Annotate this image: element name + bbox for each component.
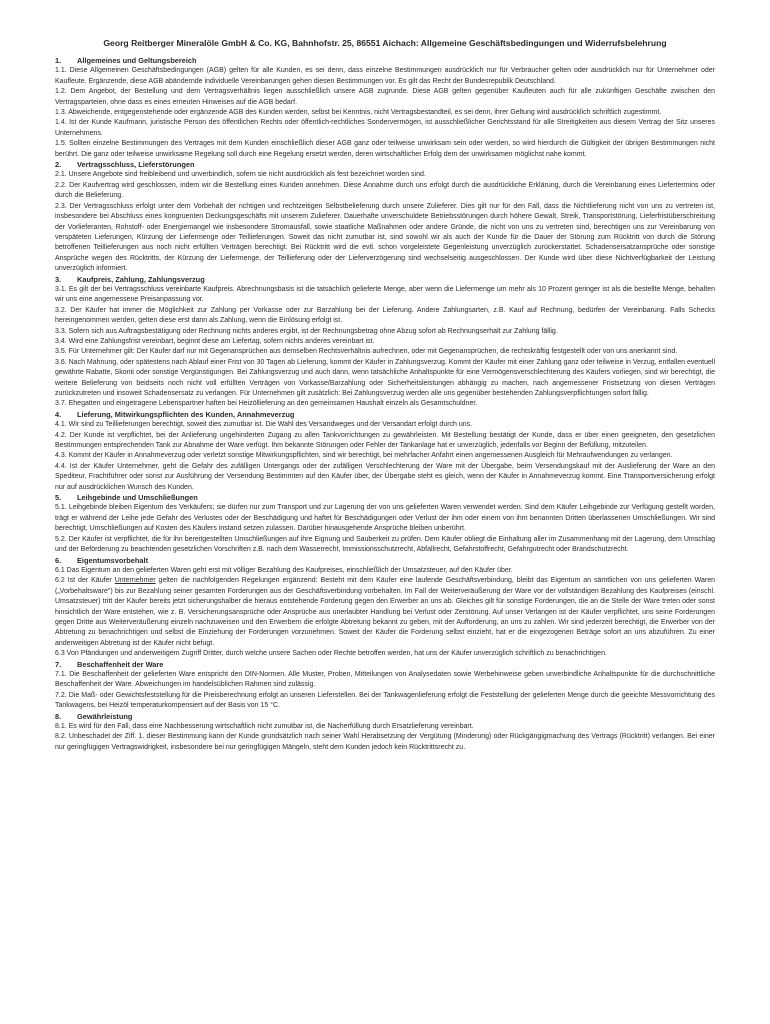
section-heading bbox=[55, 275, 715, 285]
document-body bbox=[55, 56, 715, 753]
clause-paragraph: 3.6. Nach Mahnung, oder spätestens nach Ablauf einer Frist von 30 Tagen ab Lieferung, kommt der Käufer in Zahlungsverzug. Kommt der Käufer mit einer Zahlung ganz oder teilweise in Verzug, entfallen eventuell gewährte Rabatte, Skonti oder sonstige Vergünstigungen. Bei Zahlungsverzug und auch dann, wenn tatsächliche Anhaltspunkte für eine Vermögensverschlechterung des Käufers vorliegen, sind wir berechtigt, die weitere Belieferung von beidseits noch nicht voll erfüllten Verträgen von Vorkasse/Barzahlung oder Sicherheitsleistungen abhängig zu machen, nach angemessener Fristsetzung von diesen Verträgen zurückzutreten und insoweit Schadensersatz zu verlangen. Für Unternehmen gilt zusätzlich: Bei Zahlungsverzug werden alle uns gegenüber bestehenden Zahlungsverpflichtungen sofort fällig. bbox=[55, 358, 715, 397]
section-title: Lieferung, Mitwirkungspflichten des Kunden, Annahmeverzug bbox=[77, 409, 295, 419]
clause-paragraph: 3.4. Wird eine Zahlungsfrist vereinbart, beginnt diese am Liefertag, sofern nichts anderes vereinbart ist. bbox=[55, 337, 375, 345]
underlined-term: Unternehmer bbox=[114, 577, 156, 585]
section-heading bbox=[55, 493, 715, 503]
clause-paragraph: 5.2. Der Käufer ist verpflichtet, die für ihn bereitgestellten Umschließungen auf ihre Eignung und Sauberkeit zu prüfen. Dem Käufer obliegt die Einhaltung aller im Zusammenhang mit der Lagerung, dem Umschlag und der Beförderung zu beachtenden gesetzlichen Vorschriften z.B. nach dem Wasserrecht, Immissionsschutzrecht, Abfallrecht, Gefahrstoffrecht, Gefahrgutrecht oder Brandschutzrecht. bbox=[55, 535, 715, 554]
clause-paragraph: 3.2. Der Käufer hat immer die Möglichkeit zur Zahlung per Vorkasse oder zur Barzahlung bei der Lieferung. Andere Zahlungsarten, z.B. Kauf auf Rechnung, bedürfen der Vereinbarung. Falls Schecks hereingenommen werden, gelten diese erst dann als Zahlung, wenn die Einlösung erfolgt ist. bbox=[55, 306, 715, 325]
clause-paragraph: 1.5. Sollten einzelne Bestimmungen des Vertrages mit dem Kunden einschließlich dieser AGB ganz oder teilweise unwirksam sein oder werden, so wird hierdurch die Gültigkeit der übrigen Bestimmungen nicht berührt. Die ganz oder teilweise unwirksame Regelung soll durch eine Regelung ersetzt werden, deren wirtschaftlicher Erfolg dem der unwirksamen möglichst nahe kommt. bbox=[55, 140, 715, 158]
section-number: 5. bbox=[55, 493, 62, 503]
clause-paragraph: 3.3. Sofern sich aus Auftragsbestätigung oder Rechnung nichts anderes ergibt, ist der Rechnungsbetrag ohne Abzug sofort ab Rechnungserhalt zur Zahlung fällig. bbox=[55, 327, 558, 335]
section-number: 3. bbox=[55, 274, 62, 284]
section-heading bbox=[55, 556, 715, 566]
section-number: 7. bbox=[55, 659, 62, 669]
document-title: Georg Reitberger Mineralöle GmbH & Co. KG, Bahnhofstr. 25, 86551 Aichach: Allgemeine Geschäftsbedingungen und Widerrufsbelehrung bbox=[103, 38, 667, 48]
clause-paragraph: 4.4. Ist der Käufer Unternehmer, geht die Gefahr des zufälligen Untergangs oder der zufälligen Verschlechterung der Ware mit der Übergabe, beim Versendungskauf mit der Auslieferung der Ware an den Spediteur, Frachtführer oder sonst zur Ausführung der Versendung Bestimmten auf den Käufer über, der Übergabe steht es gleich, wenn der Käufer in Annahmeverzug kommt. Eine Transportversicherung erfolgt nur auf ausdrücklichen Wunsch des Kunden. bbox=[55, 462, 715, 491]
clause-paragraph: 8.1. Es wird für den Fall, dass eine Nachbesserung wirtschaftlich nicht zumutbar ist, die Nacherfüllung durch Ersatzlieferung vereinbart. bbox=[55, 723, 474, 730]
clause-paragraph: 3.5. Für Unternehmer gilt: Der Käufer darf nur mit Gegenansprüchen aus demselben Rechtsverhältnis aufrechnen, oder mit Gegenansprüchen, die rechtskräftig festgestellt oder von uns anerkannt sind. bbox=[55, 348, 678, 356]
section-number: 8. bbox=[55, 711, 62, 721]
clause-paragraph: 3.7. Ehegatten und eingetragene Lebenspartner haften bei Heizöllieferung an den gemeinsamen Haushalt einzeln als Gesamtschuldner. bbox=[55, 400, 478, 408]
section-number: 2. bbox=[55, 160, 62, 170]
clause-paragraph: 6.3 Von Pfändungen und anderweitigem Zugriff Dritter, durch welche unsere Sachen oder Rechte betroffen werden, hat uns der Käufer unverzüglich schriftlich zu benachrichtigen. bbox=[55, 650, 607, 658]
section-title: Beschaffenheit der Ware bbox=[77, 659, 164, 669]
clause-paragraph: 1.2. Dem Angebot, der Bestellung und dem Vertragsverhältnis liegen ausschließlich unsere AGB zugrunde. Diese AGB gelten gegenüber Kaufleuten auch für alle zukünftigen Geschäfte zwischen den Vertragsparteien, ohne dass es eines erneuten Hinweises auf die AGB bedarf. bbox=[55, 88, 715, 106]
clause-paragraph: 2.3. Der Vertragsschluss erfolgt unter dem Vorbehalt der richtigen und rechtzeitigen Selbstbelieferung durch unsere Zulieferer. Dies gilt nur für den Fall, dass die Nichtlieferung nicht von uns zu vertreten ist, insbesondere bei Abschluss eines kongruenten Deckungsgeschäfts mit unserem Zulieferer. Dauerhafte unverschuldete Betriebsstörungen durch höhere Gewalt, Streik, Transportstörung, Lieferfristüberschreitung der Vorlieferanten, Rohstoff- oder Energiemangel wie insbesondere Stromausfall, sowie staatliche Maßnahmen oder andere Gründe, die nicht von uns zu vertreten sind, berechtigen uns zur Vereinbarung von verspäteten Lieferungen, Kürzung der Liefermenge oder Teillieferungen. Soweit das nicht zumutbar ist, sind sowohl wir als auch der Kunde für die Dauer der Störung zum Rücktritt von durch die Störung betroffenen Teillieferungen aus noch nicht erfüllten Verträgen berechtigt. Bei Rücktritt wird die evtl. schon vorgeleistete Gegenleistung unverzüglich zurückerstattet. Schadensersatzansprüche oder sonstige Ansprüche wegen des Rücktritts, der Kürzung der Liefermenge, der Teillieferung oder der Lieferverzögerung sind wechselseitig ausgeschlossen. Der Kunde wird über diese Nichtverfügbarkeit der Leistung unverzüglich informiert. bbox=[55, 202, 715, 273]
section-heading bbox=[55, 712, 715, 722]
section-title: Kaufpreis, Zahlung, Zahlungsverzug bbox=[77, 274, 205, 284]
clause-paragraph: 7.1. Die Beschaffenheit der gelieferten Ware entspricht den DIN-Normen. Alle Muster, Proben, Mitteilungen von Analysedaten sowie Werbehinweise geben unverbindliche Anhaltspunkte für die durchschnittliche Beschaffenheit der Ware. Abweichungen im handelsüblichen Rahmen sind zulässig. bbox=[55, 670, 715, 689]
section-heading bbox=[55, 56, 715, 66]
clause-paragraph: 4.1. Wir sind zu Teillieferungen berechtigt, soweit dies zumutbar ist. Die Wahl des Versandweges und der Versandart erfolgt durch uns. bbox=[55, 421, 473, 429]
clause-paragraph: 4.3. Kommt der Käufer in Annahmeverzug oder verletzt sonstige Mitwirkungspflichten, sind wir berechtigt, bei mehrfacher Anfahrt einen angemessenen Ausgleich für Mehraufwendungen zu verlangen. bbox=[55, 452, 673, 460]
section-number: 6. bbox=[55, 555, 62, 565]
clause-paragraph: 4.2. Der Kunde ist verpflichtet, bei der Anlieferung ungehinderten Zugang zu allen Tankvorrichtungen zu gewährleisten. Mit Bestellung bestätigt der Kunde, dass er über einen geeigneten, den gesetzlichen Bestimmungen entsprechenden Tank zur Abnahme der Ware verfügt. Ihm bekannte Störungen oder Fehler der Tankanlage hat er unverzüglich, jedenfalls vor Beginn der Befüllung, mitzuteilen. bbox=[55, 431, 715, 450]
section-heading bbox=[55, 410, 715, 420]
clause-paragraph: 8.2. Unbeschadet der Ziff. 1. dieser Bestimmung kann der Kunde grundsätzlich nach seiner Wahl Herabsetzung der Vergütung (Minderung) oder Rückgängigmachung des Vertrags (Rücktritt) verlangen. Bei einer nur geringfügigen Vertragswidrigkeit, insbesondere bei nur geringfügigen Mängeln, steht dem Kunden jedoch kein Rücktrittsrecht zu. bbox=[55, 733, 715, 751]
section-number: 4. bbox=[55, 409, 62, 419]
clause-paragraph: 6.1 Das Eigentum an den gelieferten Waren geht erst mit völliger Bezahlung des Kaufpreises, einschließlich der Umsatzsteuer, auf den Käufer über. bbox=[55, 566, 513, 574]
section-number: 1. bbox=[55, 56, 62, 65]
section-title: Eigentumsvorbehalt bbox=[77, 555, 149, 565]
section-title: Gewährleistung bbox=[77, 711, 133, 721]
clause-paragraph: 6.2 Ist der Käufer Unternehmer gelten die nachfolgenden Regelungen ergänzend: Besteht mit dem Käufer eine laufende Geschäftsverbindung, bleibt das Eigentum an sämtlichen von uns gelieferten Waren („Vorbehaltsware") bis zur Bezahlung seiner gesamten Forderungen aus der Geschäftsverbindung vorbehalten. Im Fall der Weiterveräußerung der Ware vor der vollständigen Bezahlung des Kaufpreises (einschl. Umsatzsteuer) tritt der Käufer bereits jetzt sicherungshalber die hieraus entstehende Forderung gegen den Erwerber an uns ab. Gleiches gilt für sonstige Forderungen, die an die Stelle der Ware treten oder sonst hinsichtlich der Ware entstehen, wie z. B. Versicherungsansprüche oder Ansprüche aus unerlaubter Handlung bei Verlust oder Zerstörung. Auf unser Verlangen ist der Käufer verpflichtet, uns seine Forderungen gegen Dritte aus Weiterveräußerung einzeln nachzuweisen und den Erwerbern die erfolgte Abtretung bekannt zu geben, mit der Aufforderung, an uns zu zahlen. Wir sind jederzeit berechtigt, die Erwerber von der Abtretung zu benachrichtigen und selbst die Einziehung der Forderungen vorzunehmen. Soweit der Käufer die Forderung selbst einzieht, hat er die eingezogenen Beträge sofort an uns abzuführen. Zu einer anderweitigen Abtretung ist der Käufer nicht befugt. bbox=[55, 577, 715, 647]
section-heading bbox=[55, 660, 715, 670]
clause-paragraph: 1.3. Abweichende, entgegenstehende oder ergänzende AGB des Kunden werden, selbst bei Kenntnis, nicht Vertragsbestandteil, es sei denn, ihrer Geltung wird ausdrücklich schriftlich zugestimmt. bbox=[55, 109, 662, 117]
clause-paragraph: 2.1. Unsere Angebote sind freibleibend und unverbindlich, sofern sie nicht ausdrücklich als fest bezeichnet worden sind. bbox=[55, 171, 426, 179]
section-heading bbox=[55, 160, 715, 170]
clause-paragraph: 5.1. Leihgebinde bleiben Eigentum des Verkäufers; sie dürfen nur zum Transport und zur Lagerung der von uns gelieferten Waren verwendet werden. Sind dem Käufer Leihgebinde zur Verfügung gestellt worden, trägt er während der Leihe jede Gefahr des Verlustes oder der Beschädigung und haftet für Beschädigungen oder Verlust der ihm oder einem von ihm benannten Dritten überlassenen Umschließungen. Wir sind berechtigt, Umschließungen auf Kosten des Käufers instand setzen zulassen. Darüber hinausgehende Ansprüche bleiben unberührt. bbox=[55, 504, 715, 533]
clause-paragraph: 3.1. Es gilt der bei Vertragsschluss vereinbarte Kaufpreis. Abrechnungsbasis ist die tatsächlich gelieferte Menge, aber wenn die Liefermenge um mehr als 10 Prozent geringer ist als die bestellte Menge, behalten wir uns eine angemessene Preisanpassung vor. bbox=[55, 285, 715, 304]
section-title: Vertragsschluss, Lieferstörungen bbox=[77, 160, 195, 170]
clause-paragraph: 1.1. Diese Allgemeinen Geschäftsbedingungen (AGB) gelten für alle Kunden, es sei denn, dass einzelne Bestimmungen ausdrücklich nur für Verbraucher gelten oder ausdrücklich nur für Unternehmer oder Kaufleute. Ergänzende, diese AGB abändernde individuelle Vereinbarungen gehen diesen Bestimmungen vor. Es gilt das Recht der Bundesrepublik Deutschland. bbox=[55, 67, 715, 85]
section-title: Allgemeines und Geltungsbereich bbox=[77, 56, 197, 65]
clause-paragraph: 1.4. Ist der Kunde Kaufmann, juristische Person des öffentlichen Rechts oder öffentlich-rechtliches Sondervermögen, ist ausschließlicher Gerichtsstand für alle Streitigkeiten aus diesem Vertrag der Sitz unseres Unternehmens. bbox=[55, 119, 715, 137]
section-title: Leihgebinde und Umschließungen bbox=[77, 493, 198, 503]
clause-paragraph: 7.2. Die Maß- oder Gewichtsfeststellung für die Preisberechnung erfolgt an unseren Lieferstellen. Bei der Tankwagenlieferung erfolgt die Feststellung der gelieferten Menge durch die geeichte Messvorrichtung des Tankwagens, bei Heizöl temperaturkompensiert auf der Basis von 15 °C. bbox=[55, 691, 715, 710]
clause-paragraph: 2.2. Der Kaufvertrag wird geschlossen, indem wir die Bestellung eines Kunden annehmen. Diese Annahme durch uns erfolgt durch die ausdrückliche Erklärung, durch die Vereinbarung eines Liefertermins oder durch die Belieferung. bbox=[55, 181, 715, 200]
